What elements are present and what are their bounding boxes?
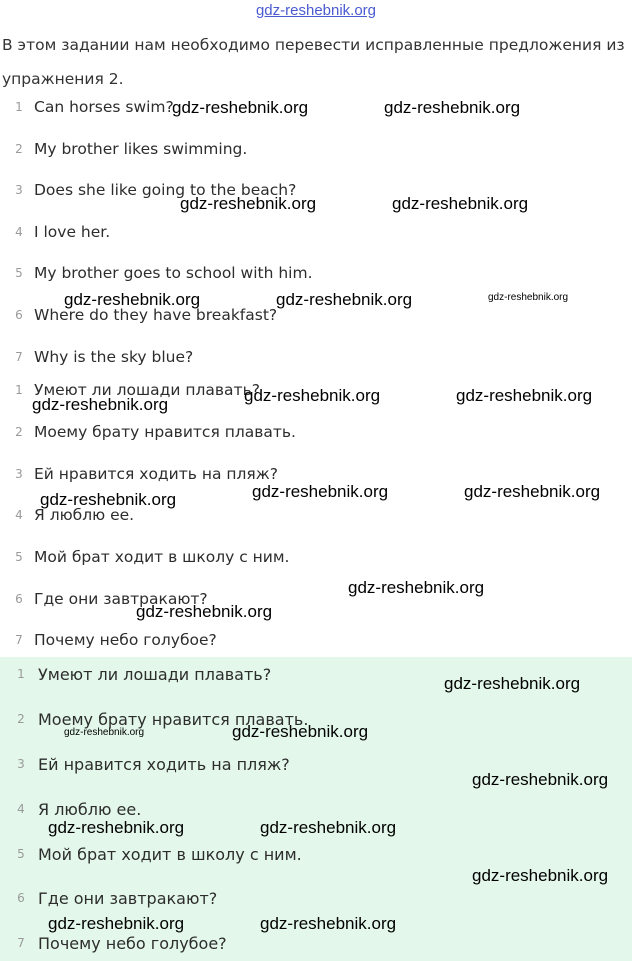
item-number: 6	[15, 308, 23, 322]
watermark: gdz-reshebnik.org	[232, 722, 369, 741]
item-text: Моему брату нравится плавать.	[34, 423, 296, 441]
list-item	[0, 659, 271, 689]
watermark: gdz-reshebnik.org	[252, 482, 389, 501]
item-number: 3	[15, 183, 23, 197]
item-number: 7	[17, 936, 25, 950]
watermark: gdz-reshebnik.org	[348, 578, 485, 597]
watermark: gdz-reshebnik.org	[172, 98, 309, 117]
item-text: Умеют ли лошади плавать?	[38, 664, 272, 684]
item-number: 1	[17, 667, 25, 681]
watermark: gdz-reshebnik.org	[136, 602, 273, 621]
watermark: gdz-reshebnik.org	[456, 386, 593, 405]
item-text: Мой брат ходит в школу с ним.	[34, 548, 290, 566]
watermark: gdz-reshebnik.org	[384, 98, 521, 117]
item-text: Я люблю ее.	[38, 799, 142, 819]
list-item	[0, 459, 278, 489]
item-text: Где они завтракают?	[34, 590, 208, 608]
item-number: 2	[15, 425, 23, 439]
item-number: 7	[15, 633, 23, 647]
item-number: 4	[17, 802, 25, 816]
watermark: gdz-reshebnik.org	[64, 727, 145, 738]
list-item	[0, 217, 110, 247]
item-text: Почему небо голубое?	[38, 933, 227, 953]
item-text: Why is the sky blue?	[34, 348, 194, 366]
item-number: 3	[15, 467, 23, 481]
watermark: gdz-reshebnik.org	[444, 674, 581, 693]
item-text: Почему небо голубое?	[34, 631, 217, 649]
item-number: 6	[15, 592, 23, 606]
list-item	[0, 92, 174, 122]
list-item	[0, 417, 296, 447]
site-link[interactable]: gdz-reshebnik.org	[255, 2, 377, 19]
watermark: gdz-reshebnik.org	[32, 395, 169, 414]
watermark: gdz-reshebnik.org	[472, 770, 609, 789]
item-number: 5	[15, 266, 23, 280]
list-item	[0, 625, 217, 655]
watermark: gdz-reshebnik.org	[260, 818, 397, 837]
item-number: 6	[17, 891, 25, 905]
item-text: Я люблю ее.	[34, 506, 135, 524]
watermark: gdz-reshebnik.org	[48, 914, 185, 933]
watermark: gdz-reshebnik.org	[260, 914, 397, 933]
item-text: Ей нравится ходить на пляж?	[34, 465, 278, 483]
list-item	[0, 749, 290, 779]
item-number: 2	[17, 712, 25, 726]
item-text: Мой брат ходит в школу с ним.	[38, 844, 302, 864]
watermark: gdz-reshebnik.org	[180, 194, 317, 213]
watermark: gdz-reshebnik.org	[40, 490, 177, 509]
item-number: 7	[15, 350, 23, 364]
item-number: 1	[15, 100, 23, 114]
item-number: 5	[15, 550, 23, 564]
task-intro: В этом задании нам необходимо перевести исправленные предложения из упражнения 2.	[2, 36, 625, 88]
item-number: 3	[17, 757, 25, 771]
watermark: gdz-reshebnik.org	[48, 818, 185, 837]
watermark: gdz-reshebnik.org	[392, 194, 529, 213]
list-item	[0, 342, 193, 372]
item-text: Where do they have breakfast?	[34, 306, 278, 324]
item-number: 5	[17, 847, 25, 861]
item-number: 2	[15, 142, 23, 156]
item-text: Где они завтракают?	[38, 888, 218, 908]
item-number: 4	[15, 508, 23, 522]
item-text: Does she like going to the beach?	[34, 181, 297, 199]
item-text: Ей нравится ходить на пляж?	[38, 754, 290, 774]
watermark: gdz-reshebnik.org	[464, 482, 601, 501]
item-text: My brother goes to school with him.	[34, 264, 313, 282]
item-text: Умеют ли лошади плавать?	[34, 381, 260, 399]
list-item	[0, 839, 302, 869]
list-item	[0, 258, 313, 288]
watermark: gdz-reshebnik.org	[488, 292, 569, 303]
watermark: gdz-reshebnik.org	[276, 290, 413, 309]
item-text: I love her.	[34, 223, 111, 241]
watermark: gdz-reshebnik.org	[472, 866, 609, 885]
list-item	[0, 883, 217, 913]
item-text: Can horses swim?	[34, 98, 174, 116]
list-item	[0, 134, 247, 164]
item-number: 4	[15, 225, 23, 239]
watermark: gdz-reshebnik.org	[244, 386, 381, 405]
item-number: 1	[15, 383, 23, 397]
item-text: My brother likes swimming.	[34, 140, 248, 158]
watermark: gdz-reshebnik.org	[64, 290, 201, 309]
item-text: Моему брату нравится плавать.	[38, 709, 309, 729]
list-item	[0, 542, 290, 572]
